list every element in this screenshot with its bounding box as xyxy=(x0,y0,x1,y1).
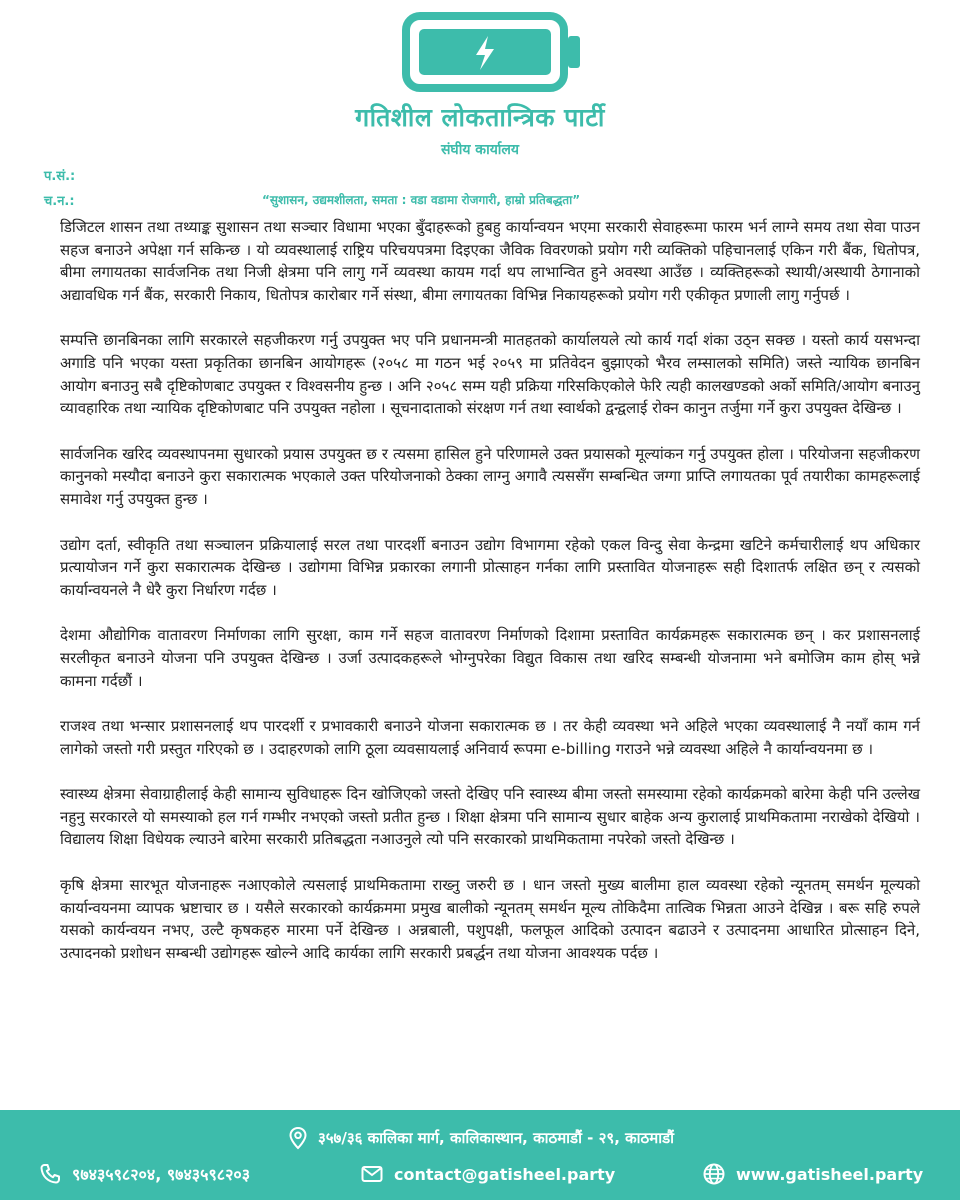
mail-icon xyxy=(360,1162,384,1186)
website-link[interactable]: www.gatisheel.party xyxy=(736,1164,924,1184)
battery-charging-icon xyxy=(402,12,584,92)
paragraph-property-investigation: सम्पत्ति छानबिनका लागि सरकारले सहजीकरण गर्नु उपयुक्त भए पनि प्रधानमन्त्री मातहतको कार्यालयले त्यो कार्य गर्दा शंका उठ्न सक्छ । यस्तो कार्य यसभन्दा अगाडि पनि भएका यस्ता प्रकृतिका छानबिन आयोगहरू (२०५८ मा गठन भई २०५९ मा प्रतिवेदन बुझाएको भैरव लम्सालको समिति) जस्ते न्यायिक छानबिन आयोग बनाउनु सबै दृष्टिकोणबाट उपयुक्त र विश्वसनीय हुन्छ । अनि २०५८ सम्म यही प्रक्रिया गरिसकिएकोले फेरि त्यही कालखण्डको अर्को समिति/आयोग बनाउनु व्यावहारिक तथा न्यायिक दृष्टिकोणबाट पनि उपयुक्त नहोला । सूचनादाताको संरक्षण गर्न तथा स्वार्थको द्वन्द्वलाई रोक्न कानुन तर्जुमा गर्ने कुरा उपयुक्त देखिन्छ । xyxy=(60,331,920,418)
phone-icon xyxy=(38,1162,62,1186)
footer-address xyxy=(0,1126,960,1150)
paragraph-health-education: स्वास्थ्य क्षेत्रमा सेवाग्राहीलाई केही सामान्य सुविधाहरू दिन खोजिएको जस्तो देखिए पनि स्वास्थ्य बीमा जस्तो समस्यामा रहेको कार्यक्रमको बारेमा केही पनि उल्लेख नहुनु सरकारले यो समस्याको हल गर्न गम्भीर नभएको जस्तो प्रतीत हुन्छ । शिक्षा क्षेत्रमा पनि सामान्य सुधार बाहेक अन्य कुरालाई प्राथमिकतामा नराखेको देखियो । विद्यालय शिक्षा विधेयक ल्याउने बारेमा सरकारी प्रतिबद्धता नआउनुले त्यो पनि सरकारको प्राथमिकतामा नपरेको जस्तो देखिन्छ । xyxy=(60,785,920,849)
globe-icon xyxy=(702,1162,726,1186)
paragraph-agriculture: कृषि क्षेत्रमा सारभूत योजनाहरू नआएकोले त्यसलाई प्राथमिकतामा राख्नु जरुरी छ । धान जस्तो मुख्य बालीमा हाल व्यवस्था रहेको न्यूनतम् समर्थन मूल्यको कार्यान्वयनमा व्यापक भ्रष्टाचार छ । यसैले सरकारको कार्यक्रममा प्रमुख बालीको न्यूनतम् समर्थन मूल्य तोकिदैमा तात्विक भिन्नता आउने देखिन्न । बरू सहि रुपले यसको कार्यन्वयन नभए, उल्टै कृषकहरु मारमा पर्ने देखिन्छ । अन्नबाली, पशुपक्षी, फलफूल आदिको उत्पादन बढाउने र उत्पादनमा आधारित प्रोत्साहन दिने, उत्पादनको प्रशोधन सम्बन्धी उद्योगहरू खोल्ने आदि कार्यका लागि सरकारी प्रबर्द्धन तथा योजना आवश्यक पर्दछ । xyxy=(60,876,920,962)
location-pin-icon xyxy=(286,1126,310,1150)
party-slogan: “सुशासन, उद्यमशीलता, समता : वडा वडामा रोजगारी, हाम्रो प्रतिबद्धता” xyxy=(262,193,581,207)
footer xyxy=(0,1110,960,1200)
reference-ps-label: प.सं.: xyxy=(44,169,76,184)
party-name: गतिशील लोकतान्त्रिक पार्टी xyxy=(355,103,605,132)
paragraph-industrial-environment: देशमा औद्योगिक वातावरण निर्माणका लागि सुरक्षा, काम गर्ने सहज वातावरण निर्माणको दिशामा प्रस्तावित कार्यक्रमहरू सकारात्मक छन् । कर प्रशासनलाई सरलीकृत बनाउने योजना पनि उपयुक्त देखिन्छ । उर्जा उत्पादकहरूले भोग्नुपरेका विद्युत विकास तथा खरिद सम्बन्धी योजनामा भने बमोजिम काम होस् भन्ने कामना गर्दछौं । xyxy=(60,626,920,690)
paragraph-revenue-customs: राजश्व तथा भन्सार प्रशासनलाई थप पारदर्शी र प्रभावकारी बनाउने योजना सकारात्मक छ । तर केही व्यवस्था भने अहिले भएका व्यवस्थालाई नै नयाँ काम गर्न लागेको जस्तो गरी प्रस्तुत गरिएको छ । उदाहरणको लागि ठूला व्यवसायलाई अनिवार्य रूपमा e-billing गराउने भन्ने व्यवस्था अहिले नै कार्यान्वयनमा छ । xyxy=(60,717,920,758)
reference-cn-label: च.न.: xyxy=(44,194,75,209)
email-link[interactable]: contact@gatisheel.party xyxy=(394,1164,616,1184)
footer-phone xyxy=(38,1162,250,1186)
footer-website[interactable] xyxy=(702,1162,923,1186)
letter-body xyxy=(60,216,920,964)
address-text: ३५७/३६ कालिका मार्ग, कालिकास्थान, काठमाडौं - २९, काठमाडौं xyxy=(317,1129,675,1147)
paragraph-digital-governance: डिजिटल शासन तथा तथ्याङ्क सुशासन तथा सञ्चार विधामा भएका बुँदाहरूको हुबहु कार्यान्वयन भएमा सरकारी सेवाहरूमा फारम भर्न लाग्ने समय तथा सेवा पाउन सहज बनाउने अपेक्षा गर्न सकिन्छ । यो व्यवस्थालाई राष्ट्रिय परिचयपत्रमा दिइएका जैविक विवरणको प्रयोग गरी व्यक्तिको पहिचानलाई एकिन गरी बैंक, धितोपत्र, बीमा लगायतका सार्वजनिक तथा निजी क्षेत्रमा पनि लागु गर्ने व्यवस्था कायम गर्दा थप लाभान्वित हुने अवस्था आउँछ । व्यक्तिहरूको स्थायी/अस्थायी ठेगानाको अद्यावधिक गर्न बैंक, सरकारी निकाय, धितोपत्र कारोबार गर्ने संस्था, बीमा लगायतका विभिन्न निकायहरूको प्रयोग गरी एकीकृत प्रणाली लागु गर्नुपर्छ । xyxy=(60,218,920,304)
paragraph-industry-registration: उद्योग दर्ता, स्वीकृति तथा सञ्चालन प्रक्रियालाई सरल तथा पारदर्शी बनाउन उद्योग विभागमा रहेको एकल विन्दु सेवा केन्द्रमा खटिने कर्मचारीलाई थप अधिकार प्रत्यायोजन गर्ने कुरा सकारात्मक देखिन्छ । उद्योगमा विभिन्न प्रकारका लगानी प्रोत्साहन गर्नका लागि प्रस्तावित योजनाहरू सही दिशातर्फ लक्षित छन् र त्यसको कार्यान्वयनले नै धेरै कुरा निर्धारण गर्दछ । xyxy=(60,535,920,599)
footer-contact-row xyxy=(0,1162,960,1188)
footer-email[interactable] xyxy=(360,1162,615,1186)
paragraph-public-procurement: सार्वजनिक खरिद व्यवस्थापनमा सुधारको प्रयास उपयुक्त छ र त्यसमा हासिल हुने परिणामले उक्त प्रयासको मूल्यांकन गर्नु उपयुक्त होला । परियोजना सहजीकरण कानुनको मस्यौदा बनाउने कुरा सकारात्मक भएकाले उक्त परियोजनाको ठेक्का लाग्नु अगावै त्यससँग सम्बन्धित जग्गा प्राप्ति लगायतका पूर्व तयारीका कामहरूलाई समावेश गर्नु उपयुक्त हुन्छ । xyxy=(60,444,920,508)
phone-text: ९७४३५९८२०४, ९७४३५९८२०३ xyxy=(72,1165,251,1184)
office-name: संघीय कार्यालय xyxy=(440,142,520,158)
